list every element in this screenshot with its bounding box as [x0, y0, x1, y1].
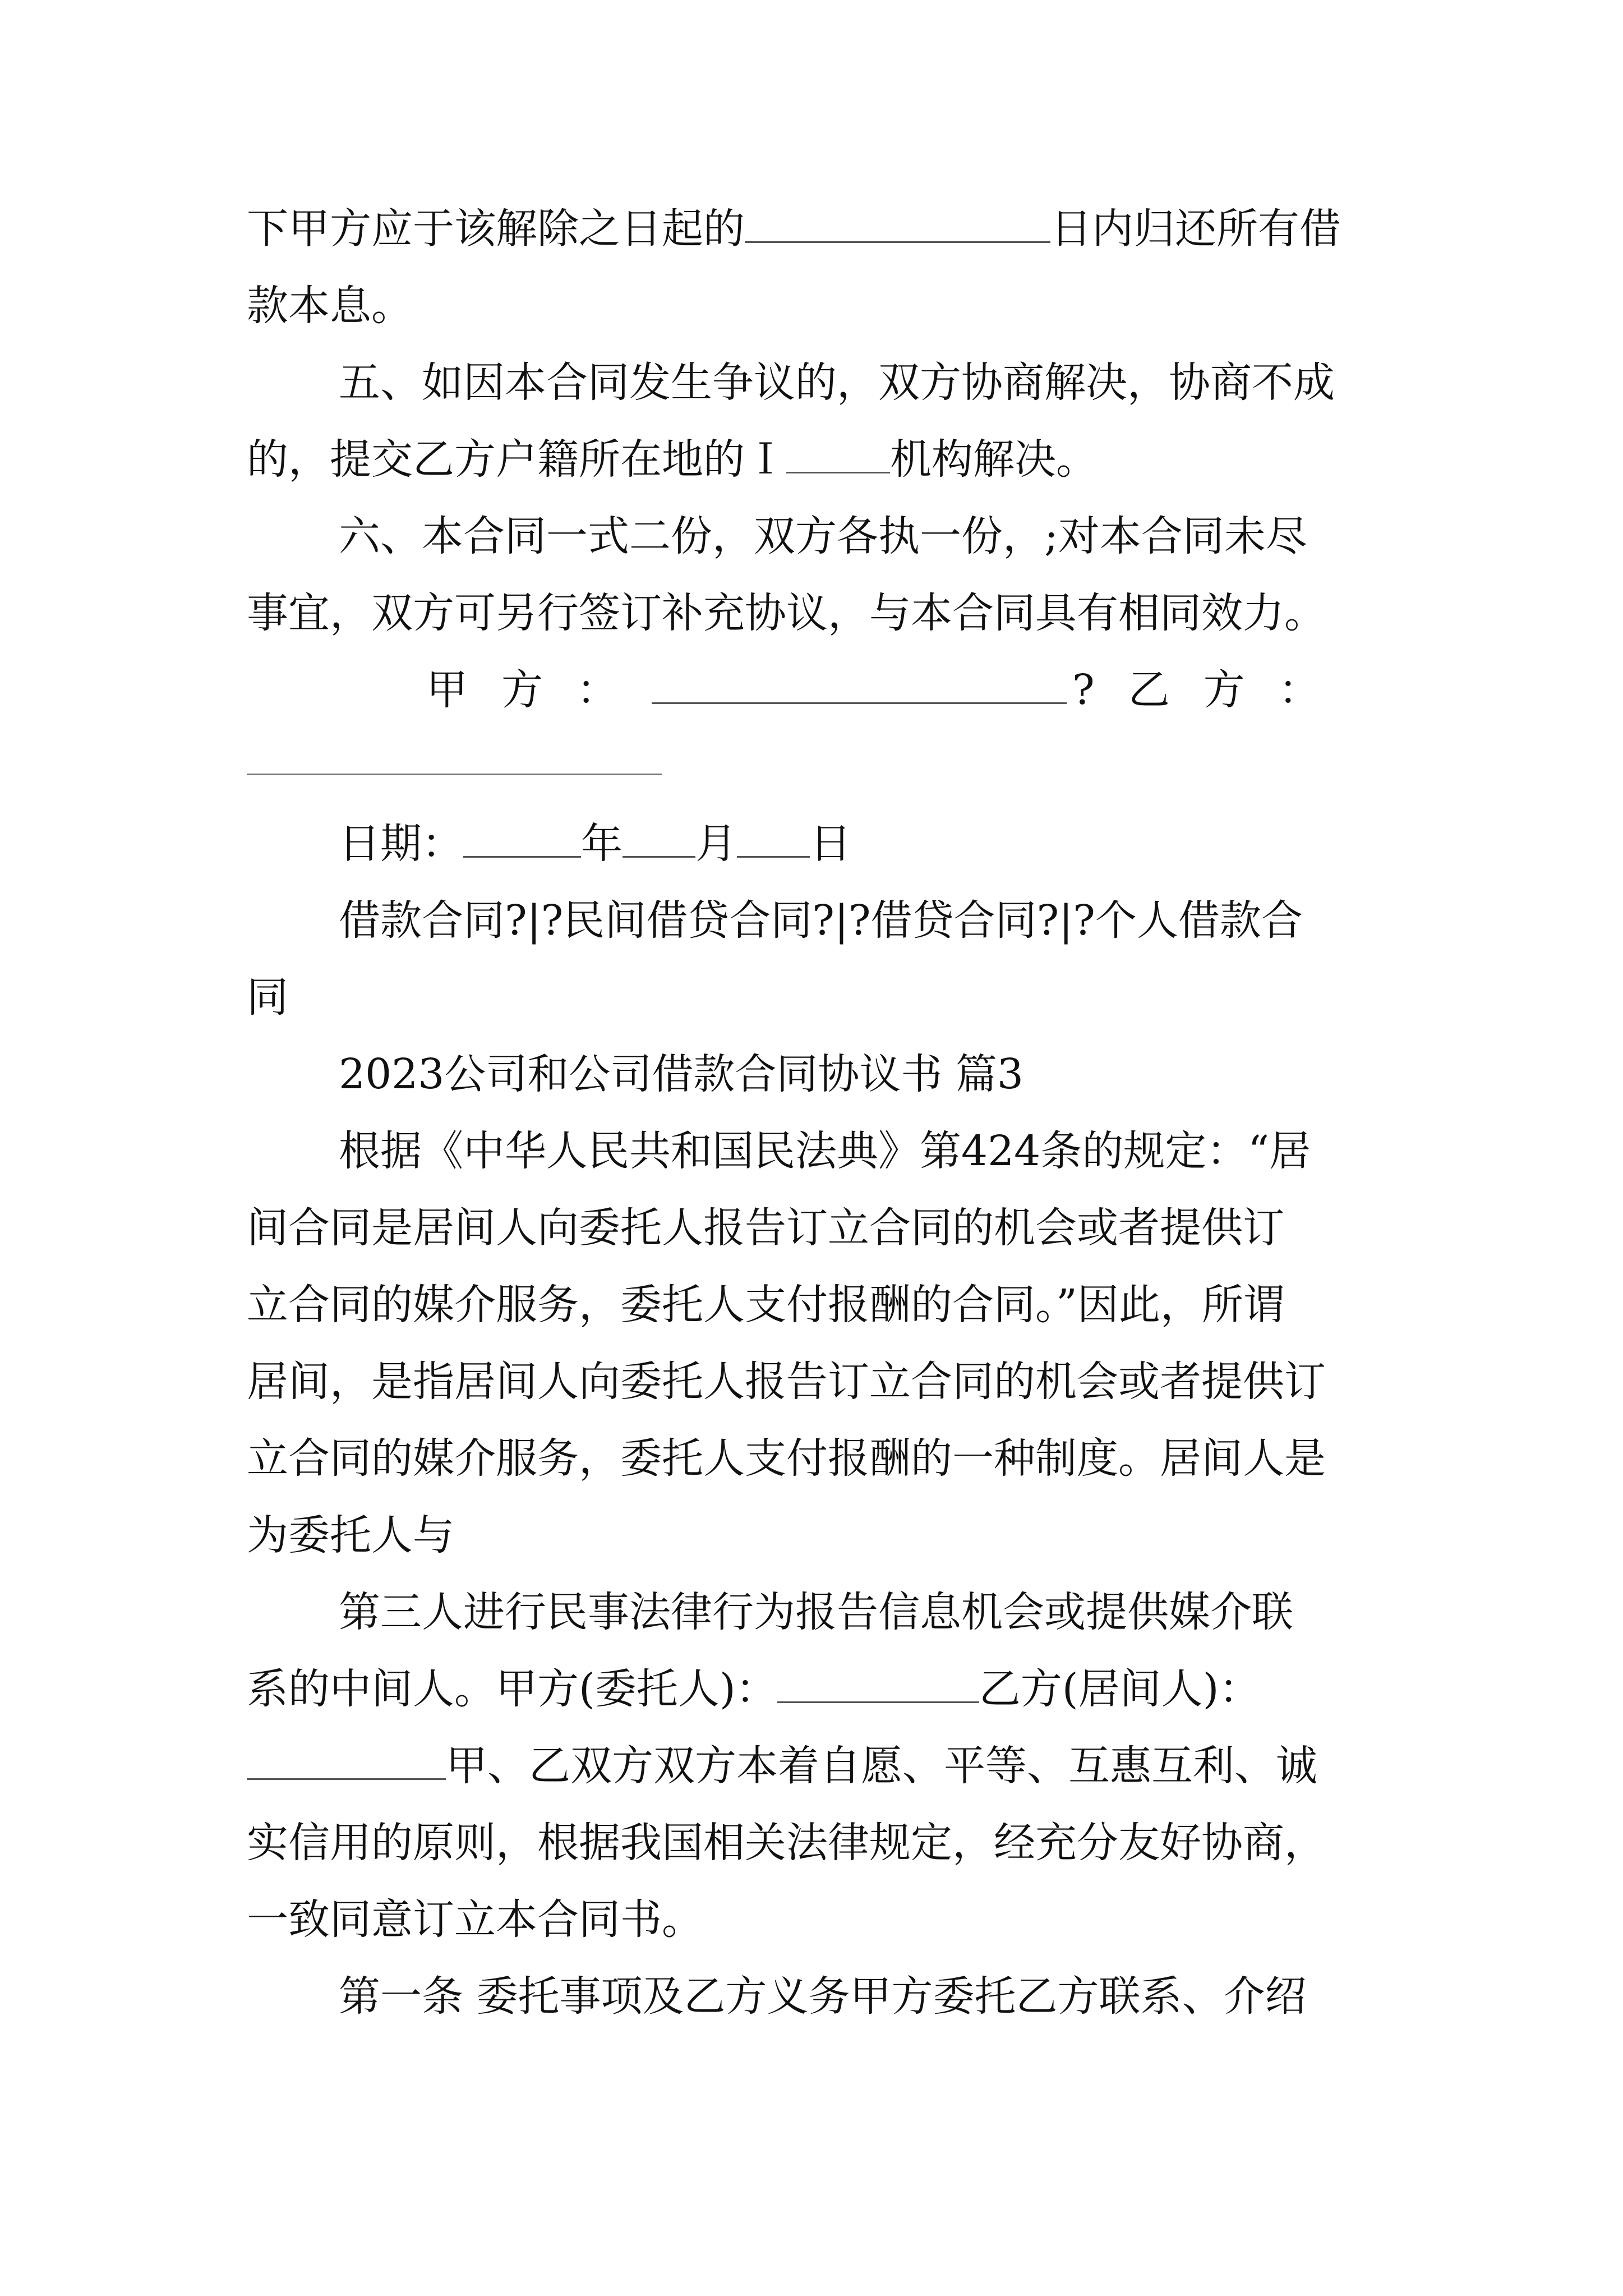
fill-in-blank [745, 206, 1050, 243]
signature-line [247, 652, 1385, 729]
text-line [247, 1113, 1385, 1190]
text-line [247, 191, 1385, 268]
date-day-label: 日 [810, 820, 851, 868]
line-text: 间合同是居间人向委托人报告订立合同的机会或者提供订 [247, 1204, 1284, 1252]
line-text: 立合同的媒介服务，委托人支付报酬的一种制度。居间人是 [247, 1434, 1326, 1483]
line-text: 居间，是指居间人向委托人报告订立合同的机会或者提供订 [247, 1358, 1326, 1406]
line-text: 立合同的媒介服务，委托人支付报酬的合同。”因此，所谓 [247, 1281, 1285, 1329]
article-1-line [247, 1958, 1385, 2035]
line-text: 第三人进行民事法律行为报告信息机会或提供媒介联 [339, 1588, 1293, 1636]
party-a-name-blank [777, 1667, 979, 1703]
text-line [247, 959, 1385, 1036]
text-line [247, 1420, 1385, 1497]
document-page [247, 191, 1385, 2035]
line-text: 实信用的原则，根据我国相关法律规定，经充分友好协商， [247, 1819, 1326, 1867]
line-text: 的，提交乙方户籍所在地的Ｉ [247, 435, 786, 484]
related-links-line [247, 882, 1385, 959]
party-a-label: 甲方： [426, 666, 652, 714]
text-line [247, 1574, 1385, 1651]
date-month-label: 月 [695, 820, 737, 868]
text-line [247, 1651, 1385, 1728]
text-line [247, 1881, 1385, 1958]
line-text: 甲、乙双方双方本着自愿、平等、互惠互利、诚 [446, 1742, 1317, 1790]
month-blank [623, 821, 695, 858]
clause-5 [247, 344, 1385, 421]
text-line [247, 421, 1385, 498]
line-text: 乙方(居间人)： [979, 1665, 1261, 1713]
line-text: 款本息。 [247, 282, 413, 330]
line-text: 同 [247, 973, 288, 1022]
text-line [247, 1190, 1385, 1267]
line-text: 事宜，双方可另行签订补充协议，与本合同具有相同效力。 [247, 589, 1326, 637]
date-line [247, 806, 1385, 882]
party-b-signature-blank [247, 729, 1385, 806]
clause-6 [247, 498, 1385, 575]
line-text: 根据《中华人民共和国民法典》第424条的规定：“居 [339, 1127, 1311, 1175]
sig-mark: ? [1072, 666, 1095, 714]
section-heading [247, 1036, 1385, 1113]
line-text: 机构解决。 [890, 435, 1098, 484]
party-b-label: 乙方： [1128, 666, 1354, 714]
signature-rule [247, 774, 662, 775]
line-text: 下甲方应于该解除之日起的 [247, 205, 745, 253]
date-year-label: 年 [581, 820, 623, 868]
text-line [247, 1497, 1385, 1574]
fill-in-blank [786, 437, 890, 473]
text-line [247, 268, 1385, 344]
party-b-name-blank [247, 1743, 446, 1780]
line-text: 系的中间人。甲方(委托人)： [247, 1665, 777, 1713]
year-blank [463, 821, 581, 858]
line-text: 一致同意订立本合同书。 [247, 1895, 703, 1944]
line-text: 日内归还所有借 [1050, 205, 1341, 253]
text-line [247, 1343, 1385, 1420]
line-text: 借款合同?|?民间借贷合同?|?借贷合同?|?个人借款合 [339, 896, 1303, 945]
text-line [247, 1805, 1385, 1881]
text-line [247, 575, 1385, 652]
day-blank [737, 821, 810, 858]
text-line [247, 1728, 1385, 1805]
line-text: 第一条 委托事项及乙方义务甲方委托乙方联系、介绍 [339, 1972, 1307, 2021]
text-line [247, 1267, 1385, 1343]
date-label: 日期： [339, 820, 463, 868]
line-text: 五、如因本合同发生争议的，双方协商解决，协商不成 [339, 358, 1335, 407]
line-text: 为委托人与 [247, 1511, 454, 1559]
line-text: 六、本合同一式二份，双方各执一份，;对本合同未尽 [339, 512, 1307, 560]
heading-text: 2023公司和公司借款合同协议书 篇3 [339, 1050, 1023, 1098]
party-a-signature-blank [652, 668, 1067, 704]
